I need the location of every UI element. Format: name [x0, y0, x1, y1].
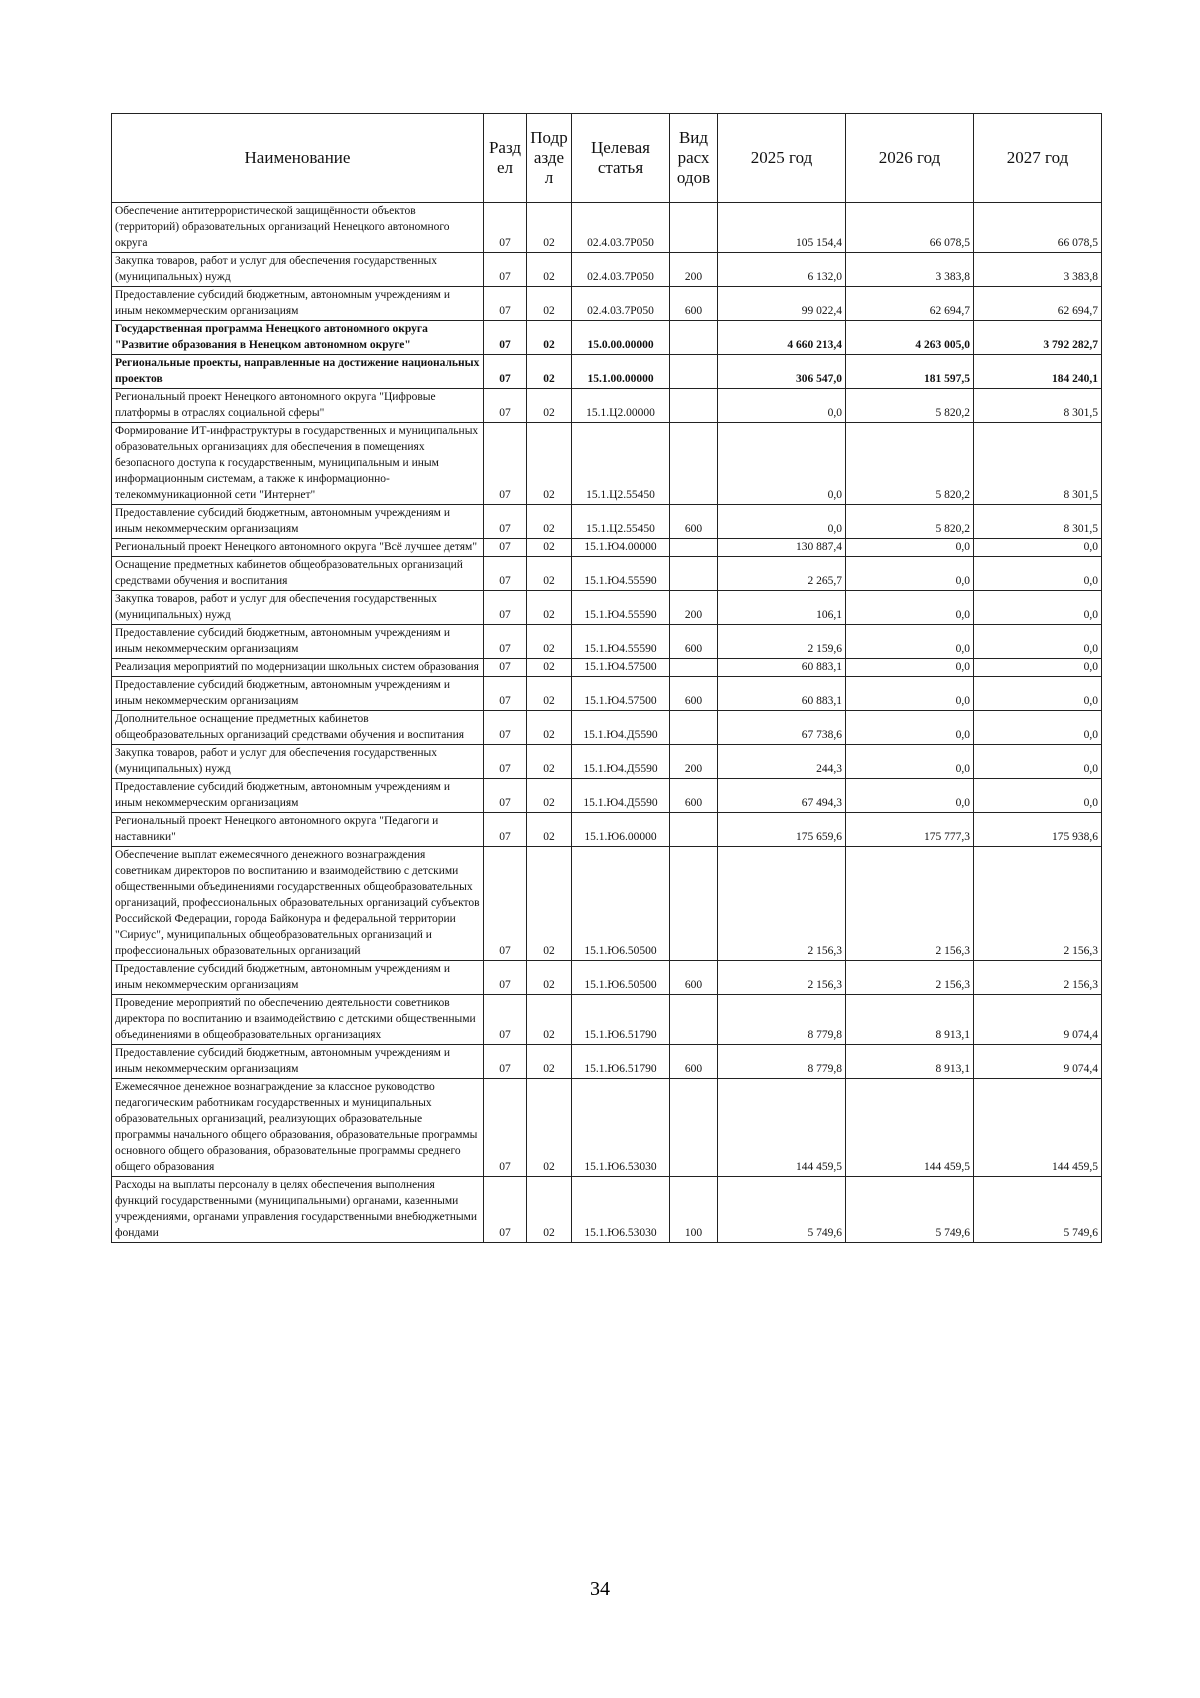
cell-section: 07 [484, 995, 527, 1045]
cell-name: Обеспечение выплат ежемесячного денежного вознаграждения советникам директоров по воспитанию и взаимодействию с детскими общественными объединениями государственных общеобразовательных организаций, профессиональных образовательных организаций субъектов Российской Федерации, города Байконура и федеральной территории "Сириус", муниципальных общеобразовательных организаций и профессиональных образовательных организаций [112, 847, 484, 961]
cell-target: 15.1.Ю4.Д5590 [572, 745, 670, 779]
cell-2027: 0,0 [974, 779, 1102, 813]
cell-subsection: 02 [527, 539, 572, 557]
budget-table [111, 113, 1102, 1243]
cell-target: 15.1.Ю6.53030 [572, 1079, 670, 1177]
cell-expense-type [670, 659, 718, 677]
cell-subsection: 02 [527, 321, 572, 355]
table-row [112, 557, 1102, 591]
table-row [112, 321, 1102, 355]
cell-target: 15.1.Ц2.55450 [572, 423, 670, 505]
budget-sheet [111, 113, 1101, 1243]
cell-2026: 144 459,5 [846, 1079, 974, 1177]
cell-expense-type: 600 [670, 287, 718, 321]
cell-subsection: 02 [527, 505, 572, 539]
cell-2025: 5 749,6 [718, 1177, 846, 1243]
cell-subsection: 02 [527, 557, 572, 591]
cell-section: 07 [484, 1079, 527, 1177]
cell-2026: 175 777,3 [846, 813, 974, 847]
cell-2027: 2 156,3 [974, 847, 1102, 961]
table-row [112, 203, 1102, 253]
cell-expense-type [670, 355, 718, 389]
cell-2025: 8 779,8 [718, 995, 846, 1045]
cell-2025: 2 156,3 [718, 961, 846, 995]
cell-expense-type [670, 539, 718, 557]
cell-name: Реализация мероприятий по модернизации школьных систем образования [112, 659, 484, 677]
cell-subsection: 02 [527, 591, 572, 625]
cell-expense-type: 600 [670, 625, 718, 659]
cell-name: Государственная программа Ненецкого автономного округа "Развитие образования в Ненецком автономном округе" [112, 321, 484, 355]
cell-2027: 9 074,4 [974, 1045, 1102, 1079]
table-row [112, 813, 1102, 847]
cell-target: 02.4.03.7Р050 [572, 203, 670, 253]
cell-subsection: 02 [527, 253, 572, 287]
cell-2027: 62 694,7 [974, 287, 1102, 321]
cell-2027: 5 749,6 [974, 1177, 1102, 1243]
cell-target: 15.1.Ю4.00000 [572, 539, 670, 557]
cell-subsection: 02 [527, 423, 572, 505]
cell-subsection: 02 [527, 711, 572, 745]
table-row [112, 779, 1102, 813]
cell-section: 07 [484, 355, 527, 389]
cell-2025: 144 459,5 [718, 1079, 846, 1177]
cell-name: Обеспечение антитеррористической защищённости объектов (территорий) образовательных организаций Ненецкого автономного округа [112, 203, 484, 253]
header-expense-type: Вид расх одов [670, 114, 718, 203]
cell-target: 02.4.03.7Р050 [572, 253, 670, 287]
cell-section: 07 [484, 203, 527, 253]
cell-section: 07 [484, 253, 527, 287]
cell-name: Дополнительное оснащение предметных кабинетов общеобразовательных организаций средствами обучения и воспитания [112, 711, 484, 745]
cell-2026: 0,0 [846, 677, 974, 711]
cell-2026: 0,0 [846, 625, 974, 659]
cell-expense-type: 600 [670, 677, 718, 711]
cell-expense-type: 100 [670, 1177, 718, 1243]
cell-expense-type [670, 995, 718, 1045]
cell-2025: 99 022,4 [718, 287, 846, 321]
cell-name: Закупка товаров, работ и услуг для обеспечения государственных (муниципальных) нужд [112, 745, 484, 779]
cell-2026: 8 913,1 [846, 1045, 974, 1079]
cell-section: 07 [484, 423, 527, 505]
cell-section: 07 [484, 847, 527, 961]
table-row [112, 591, 1102, 625]
cell-2027: 175 938,6 [974, 813, 1102, 847]
cell-name: Региональный проект Ненецкого автономного округа "Цифровые платформы в отраслях социальной сферы" [112, 389, 484, 423]
table-row [112, 995, 1102, 1045]
cell-name: Формирование ИТ-инфраструктуры в государственных и муниципальных образовательных организациях для обеспечения в помещениях безопасного доступа к государственным, муниципальным и иным информационным системам, а также к информационно-телекоммуникационной сети "Интернет" [112, 423, 484, 505]
cell-name: Региональный проект Ненецкого автономного округа "Всё лучшее детям" [112, 539, 484, 557]
cell-target: 15.1.Ю4.57500 [572, 659, 670, 677]
cell-2025: 0,0 [718, 423, 846, 505]
cell-2027: 3 792 282,7 [974, 321, 1102, 355]
cell-name: Закупка товаров, работ и услуг для обеспечения государственных (муниципальных) нужд [112, 253, 484, 287]
cell-target: 15.1.Ю6.50500 [572, 961, 670, 995]
cell-subsection: 02 [527, 677, 572, 711]
cell-target: 15.1.Ю6.00000 [572, 813, 670, 847]
cell-2027: 144 459,5 [974, 1079, 1102, 1177]
cell-2027: 0,0 [974, 677, 1102, 711]
cell-expense-type [670, 557, 718, 591]
cell-2025: 130 887,4 [718, 539, 846, 557]
cell-target: 15.1.00.00000 [572, 355, 670, 389]
cell-expense-type [670, 389, 718, 423]
cell-target: 15.1.Ю6.50500 [572, 847, 670, 961]
table-row [112, 1079, 1102, 1177]
table-row [112, 745, 1102, 779]
table-row [112, 505, 1102, 539]
cell-target: 15.0.00.00000 [572, 321, 670, 355]
cell-target: 15.1.Ю4.Д5590 [572, 711, 670, 745]
cell-2025: 8 779,8 [718, 1045, 846, 1079]
cell-2026: 2 156,3 [846, 847, 974, 961]
table-row [112, 659, 1102, 677]
cell-2026: 5 820,2 [846, 423, 974, 505]
cell-target: 15.1.Ю4.55590 [572, 591, 670, 625]
cell-target: 15.1.Ц2.00000 [572, 389, 670, 423]
cell-2026: 4 263 005,0 [846, 321, 974, 355]
cell-2025: 67 494,3 [718, 779, 846, 813]
cell-expense-type: 600 [670, 505, 718, 539]
cell-name: Предоставление субсидий бюджетным, автономным учреждениям и иным некоммерческим организациям [112, 961, 484, 995]
cell-subsection: 02 [527, 625, 572, 659]
cell-subsection: 02 [527, 813, 572, 847]
cell-2025: 106,1 [718, 591, 846, 625]
cell-2025: 105 154,4 [718, 203, 846, 253]
cell-expense-type: 200 [670, 745, 718, 779]
table-row [112, 287, 1102, 321]
cell-2026: 5 820,2 [846, 389, 974, 423]
cell-2027: 3 383,8 [974, 253, 1102, 287]
cell-2026: 5 820,2 [846, 505, 974, 539]
cell-2027: 0,0 [974, 625, 1102, 659]
table-row [112, 677, 1102, 711]
cell-name: Проведение мероприятий по обеспечению деятельности советников директора по воспитанию и взаимодействию с детскими общественными объединениями в общеобразовательных организациях [112, 995, 484, 1045]
table-row [112, 1177, 1102, 1243]
cell-2027: 0,0 [974, 591, 1102, 625]
cell-2025: 0,0 [718, 389, 846, 423]
cell-2025: 4 660 213,4 [718, 321, 846, 355]
cell-section: 07 [484, 1045, 527, 1079]
cell-section: 07 [484, 539, 527, 557]
cell-2025: 244,3 [718, 745, 846, 779]
cell-section: 07 [484, 677, 527, 711]
cell-target: 15.1.Ю4.Д5590 [572, 779, 670, 813]
cell-2026: 8 913,1 [846, 995, 974, 1045]
cell-name: Региональный проект Ненецкого автономного округа "Педагоги и наставники" [112, 813, 484, 847]
cell-2025: 6 132,0 [718, 253, 846, 287]
cell-subsection: 02 [527, 355, 572, 389]
cell-2025: 60 883,1 [718, 659, 846, 677]
cell-subsection: 02 [527, 1045, 572, 1079]
cell-expense-type: 600 [670, 961, 718, 995]
cell-subsection: 02 [527, 1079, 572, 1177]
cell-section: 07 [484, 557, 527, 591]
table-row [112, 711, 1102, 745]
cell-expense-type [670, 711, 718, 745]
cell-2027: 0,0 [974, 557, 1102, 591]
cell-target: 02.4.03.7Р050 [572, 287, 670, 321]
cell-2025: 0,0 [718, 505, 846, 539]
cell-section: 07 [484, 779, 527, 813]
table-row [112, 423, 1102, 505]
cell-2026: 181 597,5 [846, 355, 974, 389]
cell-subsection: 02 [527, 961, 572, 995]
cell-2027: 8 301,5 [974, 423, 1102, 505]
cell-subsection: 02 [527, 287, 572, 321]
cell-subsection: 02 [527, 389, 572, 423]
header-subsection: Подр азде л [527, 114, 572, 203]
cell-name: Предоставление субсидий бюджетным, автономным учреждениям и иным некоммерческим организациям [112, 779, 484, 813]
cell-2026: 0,0 [846, 591, 974, 625]
cell-name: Расходы на выплаты персоналу в целях обеспечения выполнения функций государственными (муниципальными) органами, казенными учреждениями, органами управления государственными внебюджетными фондами [112, 1177, 484, 1243]
table-row [112, 847, 1102, 961]
cell-expense-type: 600 [670, 779, 718, 813]
cell-expense-type [670, 813, 718, 847]
header-row [112, 114, 1102, 203]
cell-name: Оснащение предметных кабинетов общеобразовательных организаций средствами обучения и воспитания [112, 557, 484, 591]
cell-name: Предоставление субсидий бюджетным, автономным учреждениям и иным некоммерческим организациям [112, 287, 484, 321]
cell-2025: 60 883,1 [718, 677, 846, 711]
cell-section: 07 [484, 813, 527, 847]
cell-subsection: 02 [527, 779, 572, 813]
table-row [112, 389, 1102, 423]
table-row [112, 625, 1102, 659]
cell-subsection: 02 [527, 745, 572, 779]
table-row [112, 253, 1102, 287]
cell-2027: 9 074,4 [974, 995, 1102, 1045]
cell-2025: 2 159,6 [718, 625, 846, 659]
cell-expense-type: 200 [670, 591, 718, 625]
cell-subsection: 02 [527, 203, 572, 253]
cell-subsection: 02 [527, 659, 572, 677]
cell-2026: 62 694,7 [846, 287, 974, 321]
cell-target: 15.1.Ю6.51790 [572, 1045, 670, 1079]
cell-target: 15.1.Ю4.55590 [572, 625, 670, 659]
table-row [112, 961, 1102, 995]
cell-subsection: 02 [527, 1177, 572, 1243]
cell-expense-type [670, 847, 718, 961]
cell-section: 07 [484, 711, 527, 745]
cell-section: 07 [484, 287, 527, 321]
cell-target: 15.1.Ю4.55590 [572, 557, 670, 591]
header-2027: 2027 год [974, 114, 1102, 203]
cell-name: Региональные проекты, направленные на достижение национальных проектов [112, 355, 484, 389]
cell-2026: 5 749,6 [846, 1177, 974, 1243]
cell-2027: 0,0 [974, 659, 1102, 677]
cell-section: 07 [484, 321, 527, 355]
cell-name: Закупка товаров, работ и услуг для обеспечения государственных (муниципальных) нужд [112, 591, 484, 625]
cell-2025: 2 265,7 [718, 557, 846, 591]
header-name: Наименование [112, 114, 484, 203]
cell-2025: 2 156,3 [718, 847, 846, 961]
cell-2027: 8 301,5 [974, 389, 1102, 423]
cell-name: Предоставление субсидий бюджетным, автономным учреждениям и иным некоммерческим организациям [112, 625, 484, 659]
cell-2027: 0,0 [974, 711, 1102, 745]
cell-2027: 8 301,5 [974, 505, 1102, 539]
cell-2025: 175 659,6 [718, 813, 846, 847]
cell-expense-type [670, 1079, 718, 1177]
cell-2026: 0,0 [846, 779, 974, 813]
cell-2026: 0,0 [846, 745, 974, 779]
cell-2027: 0,0 [974, 539, 1102, 557]
table-row [112, 355, 1102, 389]
cell-2026: 66 078,5 [846, 203, 974, 253]
cell-2027: 0,0 [974, 745, 1102, 779]
header-2025: 2025 год [718, 114, 846, 203]
cell-target: 15.1.Ю6.53030 [572, 1177, 670, 1243]
cell-2026: 0,0 [846, 539, 974, 557]
cell-2025: 67 738,6 [718, 711, 846, 745]
cell-section: 07 [484, 505, 527, 539]
cell-section: 07 [484, 1177, 527, 1243]
cell-expense-type [670, 423, 718, 505]
header-section: Разд ел [484, 114, 527, 203]
cell-expense-type [670, 321, 718, 355]
page-number: 34 [590, 1578, 610, 1600]
cell-section: 07 [484, 625, 527, 659]
cell-name: Предоставление субсидий бюджетным, автономным учреждениям и иным некоммерческим организациям [112, 505, 484, 539]
header-2026: 2026 год [846, 114, 974, 203]
cell-expense-type: 600 [670, 1045, 718, 1079]
cell-name: Предоставление субсидий бюджетным, автономным учреждениям и иным некоммерческим организациям [112, 1045, 484, 1079]
cell-2026: 2 156,3 [846, 961, 974, 995]
cell-2027: 184 240,1 [974, 355, 1102, 389]
table-row [112, 1045, 1102, 1079]
cell-name: Предоставление субсидий бюджетным, автономным учреждениям и иным некоммерческим организациям [112, 677, 484, 711]
cell-expense-type: 200 [670, 253, 718, 287]
cell-subsection: 02 [527, 995, 572, 1045]
cell-2026: 3 383,8 [846, 253, 974, 287]
cell-target: 15.1.Ц2.55450 [572, 505, 670, 539]
cell-2027: 2 156,3 [974, 961, 1102, 995]
header-target: Целевая статья [572, 114, 670, 203]
cell-target: 15.1.Ю6.51790 [572, 995, 670, 1045]
cell-2026: 0,0 [846, 557, 974, 591]
cell-expense-type [670, 203, 718, 253]
table-row [112, 539, 1102, 557]
cell-2026: 0,0 [846, 711, 974, 745]
cell-2025: 306 547,0 [718, 355, 846, 389]
cell-target: 15.1.Ю4.57500 [572, 677, 670, 711]
cell-2026: 0,0 [846, 659, 974, 677]
cell-section: 07 [484, 591, 527, 625]
cell-section: 07 [484, 745, 527, 779]
table-body [112, 203, 1102, 1243]
cell-subsection: 02 [527, 847, 572, 961]
cell-section: 07 [484, 961, 527, 995]
cell-name: Ежемесячное денежное вознаграждение за классное руководство педагогическим работникам государственных и муниципальных образовательных организаций, реализующих образовательные программы начального общего образования, образовательные программы основного общего образования, образовательные программы среднего общего образования [112, 1079, 484, 1177]
cell-section: 07 [484, 389, 527, 423]
cell-section: 07 [484, 659, 527, 677]
cell-2027: 66 078,5 [974, 203, 1102, 253]
